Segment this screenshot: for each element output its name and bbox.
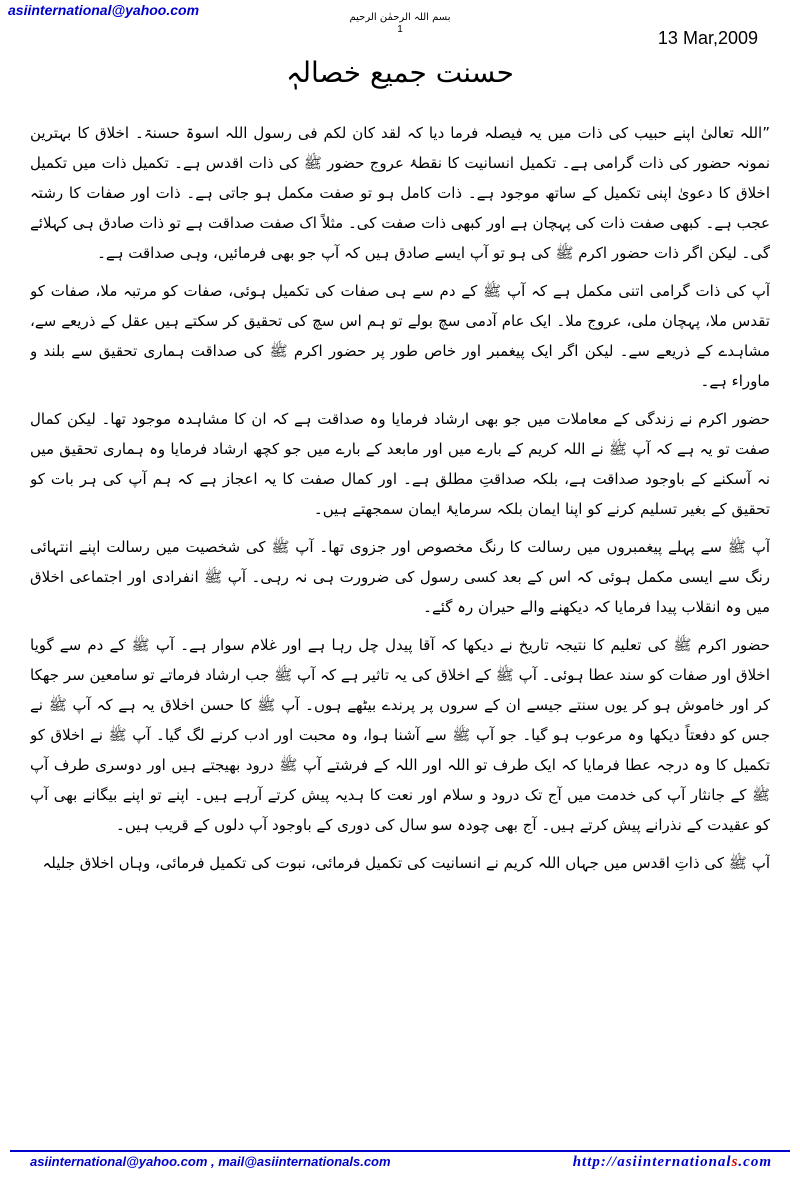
paragraph-5: حضور اکرم ﷺ کی تعلیم کا نتیجہ تاریخ نے دیکھا کہ آقا پیدل چل رہا ہے اور غلام سوار ہے۔ آپ ﷺ کے دم سے گویا اخلاق اور صفات کو سند عطا ہوئی۔ آپ ﷺ کے اخلاق کی یہ تاثیر ہے کہ آپ ﷺ جب ارشاد فرماتے تو سامعین سر جھکا کر اور خاموش ہو کر یوں سنتے جیسے ان کے سروں پر پرندے بیٹھے ہوں۔ آپ ﷺ کا حسن اخلاق یہ ہے کہ آپ ﷺ نے جس کو دفعتاً دیکھا وہ مرعوب ہو گیا۔ جو آپ ﷺ سے آشنا ہوا، وہ محبت اور ادب کرنے لگ گیا۔ آپ ﷺ نے اخلاق کو تکمیل کا وہ درجہ عطا فرمایا کہ ایک طرف تو اللہ اور اللہ کے فرشتے آپ ﷺ درود بھیجتے ہیں اور دوسری طرف آپ ﷺ کے جانثار آپ کی خدمت میں آج تک درود و سلام اور نعت کا ہدیہ پیش کرتے آرہے ہیں۔ اپنے تو اپنے بیگانے بھی آپ کو عقیدت کے نذرانے پیش کرتے ہیں۔ آج بھی چودہ سو سال کی دوری کے باوجود آپ دلوں کے قریب ہیں۔ [30, 636, 770, 834]
article-body [30, 118, 770, 1048]
footer-website-link[interactable] [573, 1154, 772, 1171]
paragraph-2: آپ کی ذات گرامی اتنی مکمل ہے کہ آپ ﷺ کے دم سے ہی صفات کی تکمیل ہوئی، صفات کو مرتبہ ملا، صفات کو تقدس ملا، پہچان ملی، عروج ملا۔ ایک عام آدمی سچ بولے تو ہم اس سچ کی تحقیق کر سکتے ہیں عقل کے ذریعے سے، مشاہدے کے ذریعے سے۔ لیکن اگر ایک پیغمبر اور خاص طور پر حضور اکرم ﷺ کی صداقت ہماری تحقیق سے بلند و ماوراء ہے۔ [30, 282, 770, 390]
bismillah: بسم اللہ الرحمٰن الرحیم [349, 12, 451, 23]
paragraph-1: ”اللہ تعالیٰ اپنے حبیب کی ذات میں یہ فیصلہ فرما دیا کہ لقد کان لکم فی رسول اللہ اسوۃ حسنۃ۔ اخلاق کا بہترین نمونہ حضور کی ذات گرامی ہے۔ تکمیل انسانیت کا نقطۂ عروج حضور ﷺ کی ذات اقدس ہے۔ تکمیل ذات میں تکمیل اخلاق کا دعویٰ اپنی تکمیل کے ساتھ موجود ہے۔ ذات کامل ہو تو صفت مکمل ہو جاتی ہے۔ ذات اور صفات کا رشتہ عجب ہے۔ کبھی صفت ذات کی پہچان ہے اور کبھی ذات صفت کی۔ مثلاً اک صفت صداقت ہے تو ذات صادق ہی کہلائے گی۔ لیکن اگر ذات حضور اکرم ﷺ کی ہو تو آپ ایسے صادق ہیں کہ آپ جو بھی فرمائیں، وہی صداقت ہے۔ [30, 124, 770, 262]
paragraph-3: حضور اکرم نے زندگی کے معاملات میں جو بھی ارشاد فرمایا وہ صداقت ہے کہ ان کا مشاہدہ موجود تھا۔ لیکن کمال صفت تو یہ ہے کہ آپ ﷺ نے اللہ کریم کے بارے میں اور مابعد کے بارے میں جو کچھ ارشاد فرمایا وہ ہماری تحقیق میں نہ آسکنے کے باوجود صداقت ہے، بلکہ صداقتِ مطلق ہے۔ اور کمال صفت کا یہ اعجاز ہے کہ ہم آپ کی ہر بات کو تحقیق کے بغیر تسلیم کرنے کو اپنا ایمان بلکہ سرمایۂ ایمان سمجھتے ہیں۔ [30, 410, 770, 518]
document-date: 13 Mar,2009 [657, 28, 758, 48]
website-prefix: http://asiinternational [572, 1154, 732, 1170]
paragraph-6: آپ ﷺ کی ذاتِ اقدس میں جہاں اللہ کریم نے انسانیت کی تکمیل فرمائی، نبوت کی تکمیل فرمائی، وہاں اخلاق جلیلہ [42, 854, 770, 872]
website-suffix: .com [738, 1154, 772, 1170]
document-title: حسنت جمیع خصالہٖ [286, 56, 514, 89]
header-email[interactable]: asiinternational@yahoo.com [8, 2, 200, 18]
footer-divider [10, 1150, 790, 1152]
footer-emails[interactable]: asiinternational@yahoo.com , mail@asiinternationals.com [30, 1154, 391, 1169]
paragraph-4: آپ ﷺ سے پہلے پیغمبروں میں رسالت کا رنگ مخصوص اور جزوی تھا۔ آپ ﷺ کی شخصیت میں رسالت اپنے انتہائی رنگ سے ایسی مکمل ہوئی کہ اس کے بعد کسی رسول کی ضرورت ہی نہ رہی۔ آپ ﷺ انفرادی اور اجتماعی اخلاق میں وہ انقلاب پیدا فرمایا کہ دیکھنے والے حیران رہ گئے۔ [30, 538, 770, 616]
website-highlight: s [731, 1154, 739, 1170]
page-number: 1 [397, 24, 403, 35]
